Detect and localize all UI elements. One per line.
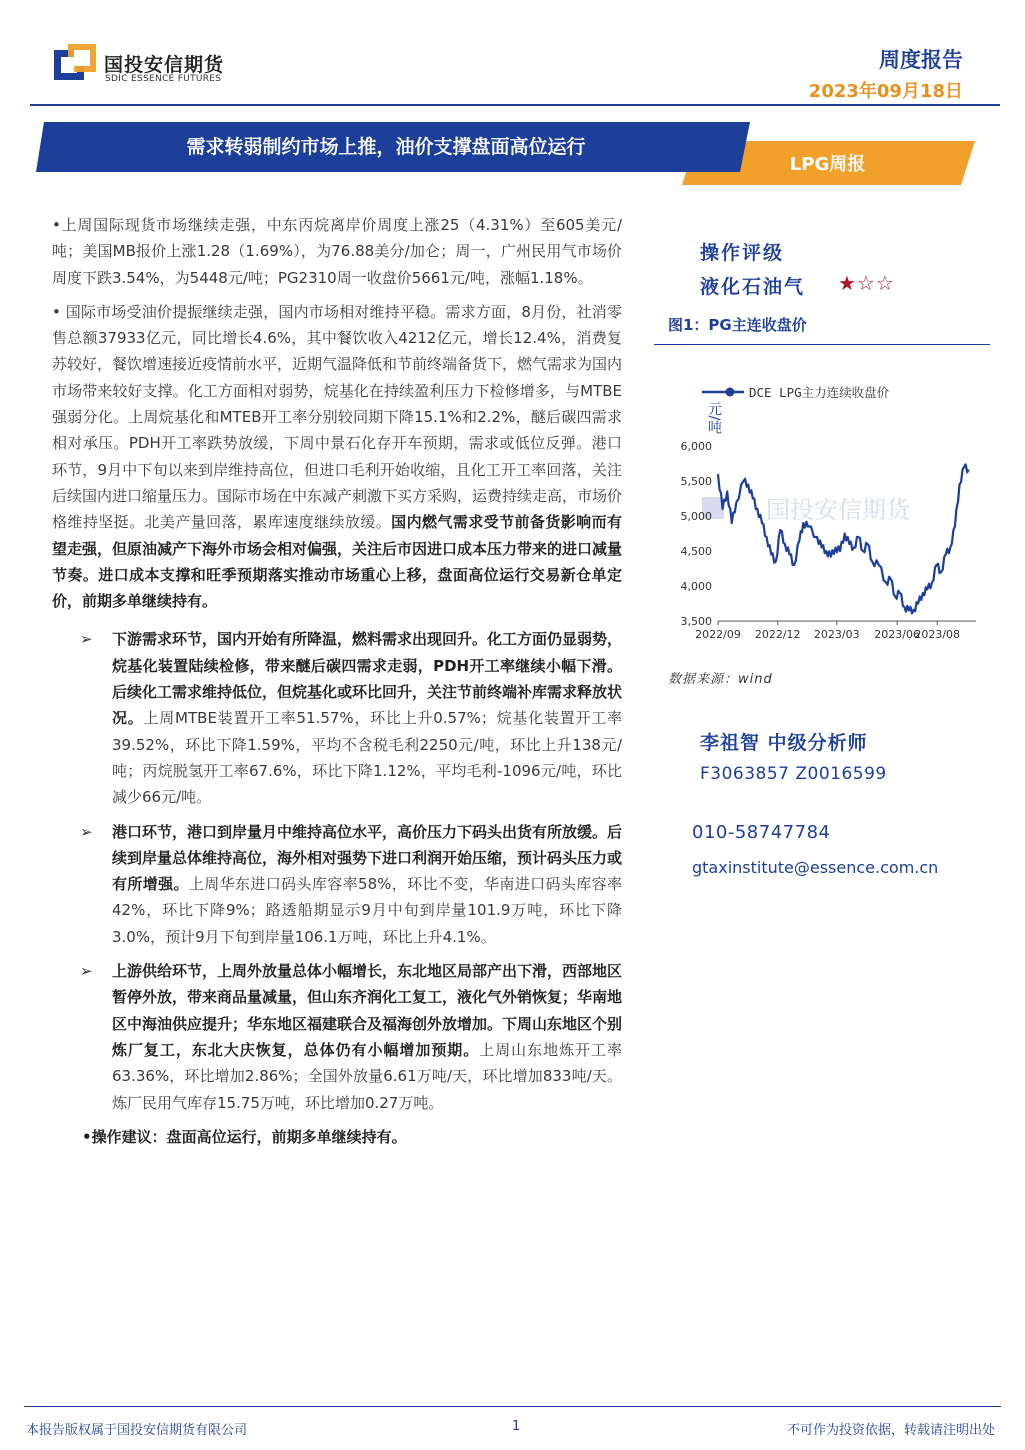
rating-heading: 操作评级 — [700, 242, 785, 264]
bullet-list — [52, 626, 622, 1115]
analyst-license: F3063857 Z0016599 — [700, 764, 887, 784]
y-tick-label: 5,000 — [680, 510, 712, 523]
x-tick-label: 2023/03 — [813, 628, 860, 641]
arrow-icon: ➢ — [80, 822, 93, 841]
report-type: 周度报告 — [879, 48, 963, 72]
watermark-text: 国投安信期货 — [766, 496, 910, 524]
y-axis — [681, 440, 713, 628]
x-axis — [695, 621, 960, 641]
footer-disclaimer: 不可作为投资依据，转载请注明出处 — [786, 1423, 995, 1438]
bullet-demand — [52, 626, 622, 810]
bullet-supply-text: 上周山东地炼开工率63.36%，环比增加2.86%；全国外放量6.61万吨/天，环比增加833吨/天。炼厂民用气库存15.75万吨，环比增加0.27万吨。 — [112, 1040, 622, 1112]
legend-label: DCE LPG主力连续收盘价 — [749, 385, 890, 400]
company-name: 国投安信期货 — [104, 54, 225, 76]
contact-email[interactable]: gtaxinstitute@essence.com.cn — [692, 858, 939, 877]
y-tick-label: 3,500 — [680, 615, 712, 628]
report-title: 需求转弱制约市场上推，油价支撑盘面高位运行 — [186, 136, 586, 158]
company-name-en: SDIC ESSENCE FUTURES — [105, 74, 222, 84]
paragraph-analysis — [52, 299, 622, 615]
bullet-demand-bold: 下游需求环节，国内开始有所降温，燃料需求出现回升。化工方面仍显弱势，烷基化装置陆续检修，带来醚后碳四需求走弱，PDH开工率继续小幅下滑。后续化工需求维持低位，但烷基化或环比回升，关注节前终端补库需求释放状况。 — [112, 630, 623, 728]
page-number: 1 — [512, 1419, 521, 1434]
analysis-conclusion: 国内燃气需求受节前备货影响而有望走强，但原油减产下海外市场会相对偏强，关注后市因进口成本压力带来的进口减量节奏。进口成本支撑和旺季预期落实推动市场重心上移，盘面高位运行交易新仓单定价，前期多单继续持有。 — [52, 513, 623, 611]
report-tag: LPG周报 — [789, 154, 866, 175]
price-chart — [654, 372, 990, 657]
series-line-group — [718, 464, 969, 613]
bullet-supply-bold: 上游供给环节，上周外放量总体小幅增长，东北地区局部产出下滑，西部地区暂停外放，带来商品量减量，但山东齐润化工复工，液化气外销恢复；华南地区中海油供应提升；华东地区福建联合及福海创外放增加。下周山东地区个别炼厂复工，东北大庆恢复，总体仍有小幅增加预期。 — [112, 962, 623, 1059]
main-body — [52, 212, 622, 1158]
rating-stars: ★☆☆ — [838, 271, 895, 295]
bullet-supply — [52, 958, 622, 1116]
figure-title: 图1：PG主连收盘价 — [668, 316, 807, 334]
y-tick-label: 4,000 — [680, 580, 712, 593]
report-date: 2023年09月18日 — [808, 81, 963, 102]
bullet-demand-text: 上周MTBE装置开工率51.57%，环比上升0.57%；烷基化装置开工率39.52%，环比下降1.59%，平均不含税毛利2250元/吨，环比上升138元/吨；丙烷脱氢开工率67.6%，环比下降1.12%，平均毛利-1096元/吨，环比减少66元/吨。 — [112, 709, 622, 807]
x-tick-label: 2023/08 — [914, 628, 961, 641]
legend-marker — [726, 388, 735, 397]
series-line — [718, 464, 969, 613]
x-tick-label: 2022/12 — [754, 628, 801, 641]
y-tick-label: 4,500 — [680, 545, 712, 558]
data-source: 数据来源：wind — [668, 672, 773, 687]
y-tick-label: 5,500 — [680, 475, 712, 488]
figure-divider — [654, 344, 990, 345]
footer-divider — [24, 1406, 1001, 1407]
bullet-port — [52, 819, 622, 950]
logo-icon — [54, 44, 96, 86]
rating-label: 液化石油气 — [700, 276, 806, 298]
x-tick-label: 2023/06 — [874, 628, 921, 641]
paragraph-summary: •上周国际现货市场继续走强，中东丙烷离岸价周度上涨25（4.31%）至605美元/吨；美国MB报价上涨1.28（1.69%），为76.88美分/加仑；周一，广州民用气市场价周度下跌3.54%，为5448元/吨；PG2310周一收盘价5661元/吨，涨幅1.18%。 — [52, 216, 622, 287]
arrow-icon: ➢ — [80, 630, 93, 649]
bullet-port-text: 上周华东进口码头库容率58%，环比不变，华南进口码头库容率42%，环比下降9%；路透船期显示9月中旬到岸量101.9万吨，环比下降3.0%，预计9月下旬到岸量106.1万吨，环比上升4.1%。 — [112, 875, 622, 946]
chart-legend — [702, 385, 890, 400]
y-tick-label: 6,000 — [680, 440, 712, 453]
x-tick-label: 2022/09 — [695, 628, 741, 641]
header-divider — [30, 104, 1000, 106]
analysis-text: • 国际市场受油价提振继续走强，国内市场相对维持平稳。需求方面，8月份，社消零售总额37933亿元，同比增长4.6%，其中餐饮收入4212亿元，增长12.4%，消费复苏较好，餐饮增速接近疫情前水平，近期气温降低和节前终端备货下，燃气需求为国内市场带来较好支撑。化工方面相对弱势，烷基化在持续盈利压力下检修增多，与MTBE强弱分化。上周烷基化和MTEB开工率分别较同期下降15.1%和2.2%，醚后碳四需求相对承压。PDH开工率跌势放缓，下周中景石化存开车预期，需求或低位反弹。港口环节，9月中下旬以来到岸维持高位，但进口毛利开始收缩，且化工开工率回落，关注后续国内进口缩量压力。国际市场在中东减产刺激下买方采购，运费持续走高，市场价格维持坚挺。北美产量回落，累库速度继续放缓。 — [52, 302, 623, 532]
chart-watermark — [702, 496, 912, 524]
operation-advice: •操作建议：盘面高位运行，前期多单继续持有。 — [82, 1127, 407, 1146]
analyst-name: 李祖智 中级分析师 — [700, 732, 868, 754]
bullet-port-bold: 港口环节，港口到岸量月中维持高位水平，高价压力下码头出货有所放缓。后续到岸量总体维持高位，海外相对强势下进口利润开始压缩，预计码头压力或有所增强。 — [112, 822, 623, 894]
contact-phone: 010-58747784 — [692, 822, 831, 843]
y-axis-unit: 元/吨 — [706, 401, 722, 435]
arrow-icon: ➢ — [80, 962, 93, 981]
footer-copyright: 本报告版权属于国投安信期货有限公司 — [26, 1423, 248, 1438]
